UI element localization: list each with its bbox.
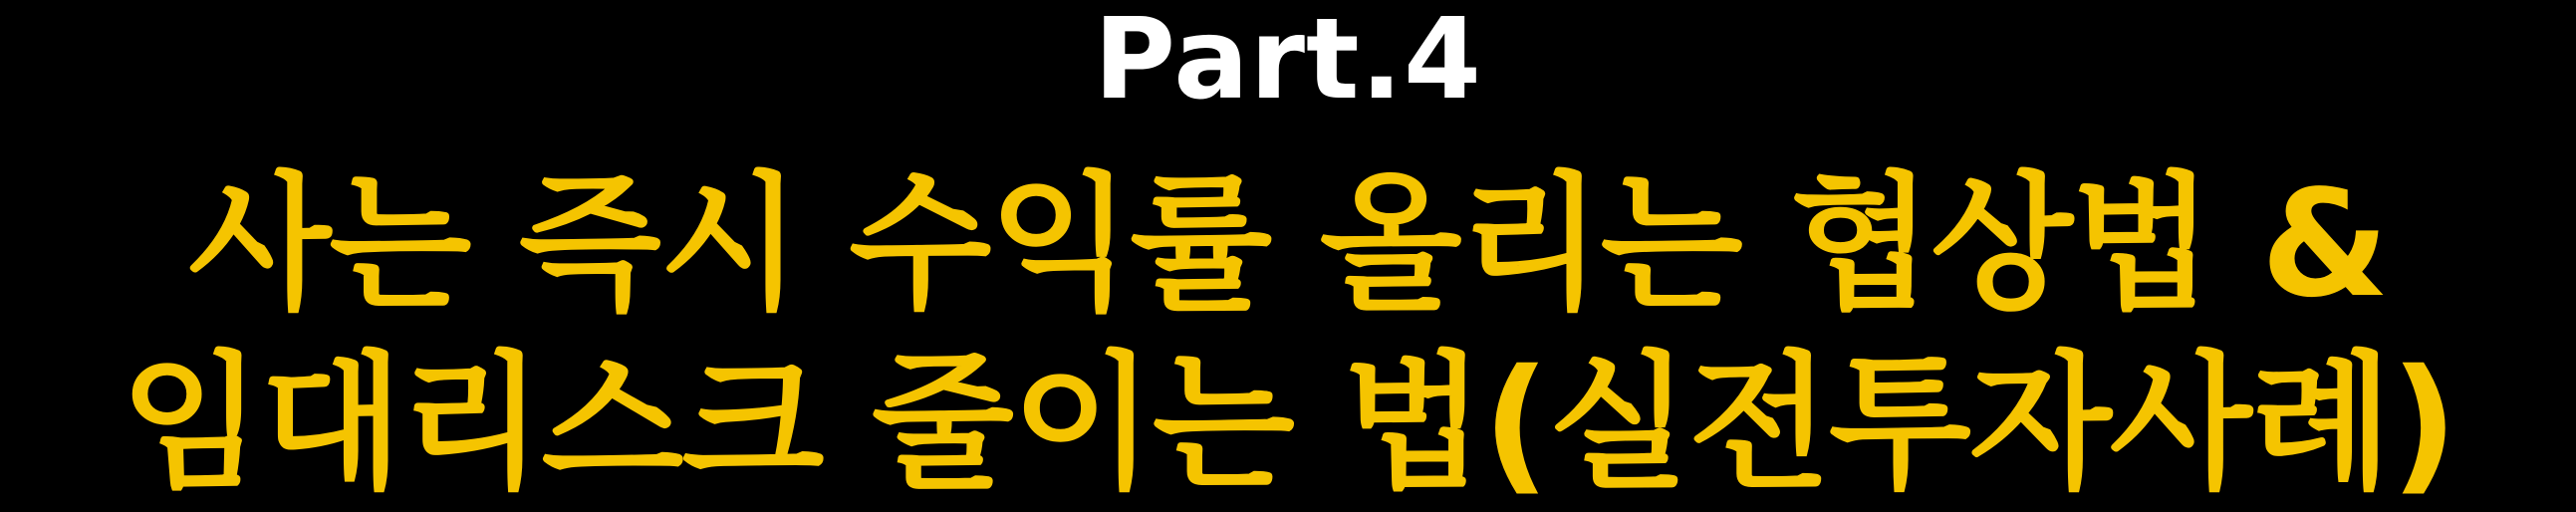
title-line-2: 임대리스크 줄이는 법(실전투자사례) [120, 338, 2456, 509]
part-label: Part.4 [1094, 0, 1482, 125]
title-line-1: 사는 즉시 수익률 올리는 협상법 & [188, 158, 2388, 330]
